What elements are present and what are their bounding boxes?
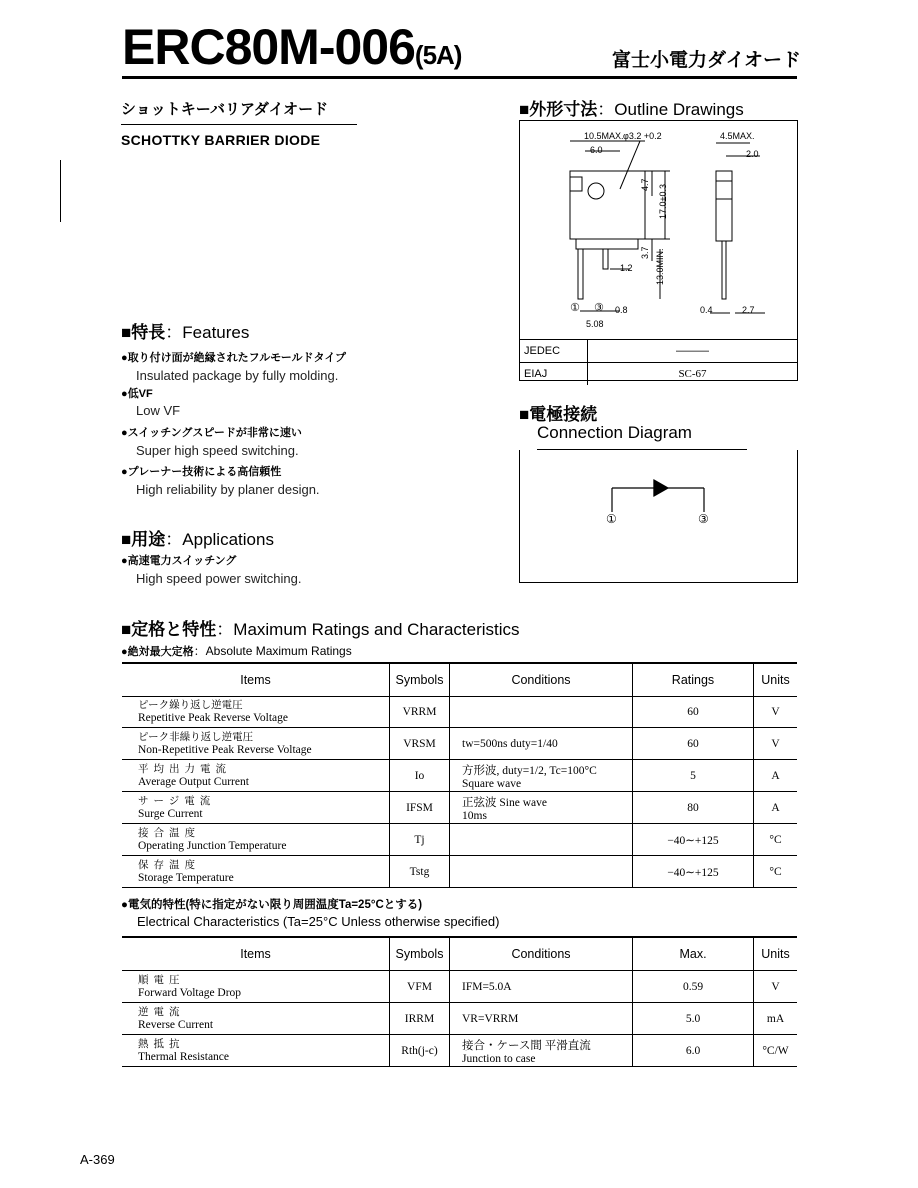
margin-mark (60, 160, 61, 222)
dim-d4: 4.5MAX. (720, 131, 755, 141)
package-label: EIAJ (520, 363, 588, 386)
conn-pin-3: ③ (698, 512, 709, 526)
symbol-cell: IFSM (390, 792, 450, 824)
table-row (122, 971, 797, 1003)
electrical-label-en: Electrical Characteristics (Ta=25°C Unless otherwise specified) (137, 914, 500, 929)
current-rating: (5A) (414, 40, 462, 70)
pin-3-label: ③ (594, 302, 604, 314)
col-header: Items (122, 663, 390, 697)
ratings-heading-jp: ■定格と特性 (121, 620, 217, 639)
ratings-heading: ■定格と特性：Maximum Ratings and Characteristics (121, 620, 520, 639)
table-row (122, 728, 797, 760)
feature-en: High reliability by planer design. (136, 482, 320, 497)
table-row (122, 1035, 797, 1067)
col-header: Ratings (633, 663, 754, 697)
part-number-title (122, 19, 462, 75)
abs-max-label: ●絶対最大定格：Absolute Maximum Ratings (121, 644, 352, 658)
device-type-en: SCHOTTKY BARRIER DIODE (121, 132, 321, 148)
page-number: A-369 (80, 1152, 115, 1167)
dim-d8: 3.7 (640, 246, 650, 259)
value-cell: −40∼+125 (633, 856, 754, 888)
value-cell: 0.59 (633, 971, 754, 1003)
symbol-cell: Rth(j-c) (390, 1035, 450, 1067)
unit-cell: A (754, 792, 798, 824)
applications-heading-en: Applications (182, 530, 274, 549)
dim-d10: 13.0MIN. (655, 248, 665, 285)
abs-max-label-en: Absolute Maximum Ratings (205, 644, 352, 658)
table-header-row (122, 663, 797, 697)
package-label: JEDEC (520, 340, 588, 363)
condition-cell (450, 856, 633, 888)
dim-d9: 1.2 (620, 263, 633, 273)
dim-d11: 0.8 (615, 305, 628, 315)
electrical-label-jp: ●電気的特性(特に指定がない限り周囲温度Ta=25°Cとする) (121, 899, 423, 911)
package-row (520, 340, 797, 363)
col-header: Conditions (450, 937, 633, 971)
outline-drawing (520, 121, 797, 341)
feature-en: Insulated package by fully molding. (136, 368, 339, 383)
condition-cell (450, 697, 633, 728)
unit-cell: V (754, 728, 798, 760)
unit-cell: °C (754, 824, 798, 856)
unit-cell: A (754, 760, 798, 792)
dim-d2: 6.0 (590, 145, 603, 155)
connection-heading-en: Connection Diagram (537, 423, 692, 442)
application-en: High speed power switching. (136, 571, 302, 586)
col-header: Conditions (450, 663, 633, 697)
outline-heading-en: Outline Drawings (614, 100, 744, 119)
table-row (122, 792, 797, 824)
features-heading-en: Features (182, 323, 250, 342)
feature-en: Super high speed switching. (136, 443, 299, 458)
electrical-table (122, 936, 797, 1067)
pin-1-label: ① (570, 302, 580, 314)
symbol-cell: VFM (390, 971, 450, 1003)
condition-cell (450, 824, 633, 856)
unit-cell: °C (754, 856, 798, 888)
unit-cell: °C/W (754, 1035, 798, 1067)
symbol-cell: VRRM (390, 697, 450, 728)
outline-drawing-box (519, 120, 798, 381)
condition-cell: tw=500ns duty=1/40 (450, 728, 633, 760)
feature-jp: ●スイッチングスピードが非常に速い (121, 427, 302, 439)
connection-box (519, 450, 798, 583)
value-cell: 5 (633, 760, 754, 792)
col-header: Symbols (390, 663, 450, 697)
value-cell: 60 (633, 697, 754, 728)
item-cell: 接合温度 Operating Junction Temperature (122, 824, 390, 856)
features-heading-jp: ■特長 (121, 323, 166, 342)
symbol-cell: VRSM (390, 728, 450, 760)
dim-d14: 2.7 (742, 305, 755, 315)
dim-d1: 10.5MAX. (584, 131, 624, 141)
title-rule (122, 76, 797, 79)
feature-en: Low VF (136, 403, 181, 418)
col-header: Units (754, 937, 798, 971)
condition-cell: IFM=5.0A (450, 971, 633, 1003)
col-header: Items (122, 937, 390, 971)
table-row (122, 697, 797, 728)
item-cell: 保存温度 Storage Temperature (122, 856, 390, 888)
outline-heading-jp: ■外形寸法 (519, 100, 598, 119)
package-row (520, 363, 797, 386)
unit-cell: mA (754, 1003, 798, 1035)
value-cell: 6.0 (633, 1035, 754, 1067)
symbol-cell: Tj (390, 824, 450, 856)
features-heading: ■特長：Features (121, 323, 250, 342)
table-row (122, 1003, 797, 1035)
col-header: Max. (633, 937, 754, 971)
condition-cell: 接合・ケース間 平滑直流 Junction to case (450, 1035, 633, 1067)
condition-cell: 正弦波 Sine wave 10ms (450, 792, 633, 824)
package-table (520, 339, 797, 385)
table-header-row (122, 937, 797, 971)
item-cell: ピーク繰り返し逆電圧 Repetitive Peak Reverse Voltage (122, 697, 390, 728)
ratings-heading-en: Maximum Ratings and Characteristics (233, 620, 520, 639)
device-type-rule (121, 124, 357, 125)
value-cell: 80 (633, 792, 754, 824)
feature-jp: ●低VF (121, 388, 153, 400)
unit-cell: V (754, 971, 798, 1003)
item-cell: 逆電流 Reverse Current (122, 1003, 390, 1035)
dim-d13: 0.4 (700, 305, 713, 315)
condition-cell: 方形波, duty=1/2, Tc=100°C Square wave (450, 760, 633, 792)
applications-heading: ■用途：Applications (121, 530, 274, 549)
dim-d7: 17.0±0.3 (658, 184, 668, 219)
condition-cell: VR=VRRM (450, 1003, 633, 1035)
item-cell: 順電圧 Forward Voltage Drop (122, 971, 390, 1003)
diode-symbol (520, 450, 797, 582)
dim-d6: 4.7 (640, 178, 650, 191)
item-cell: ピーク非繰り返し逆電圧 Non-Repetitive Peak Reverse Voltage (122, 728, 390, 760)
value-cell: 60 (633, 728, 754, 760)
symbol-cell: IRRM (390, 1003, 450, 1035)
dim-d3: φ3.2 +0.2 (623, 131, 662, 141)
feature-jp: ●プレーナー技術による高信頼性 (121, 466, 282, 478)
package-value: ——— (588, 340, 798, 363)
col-header: Symbols (390, 937, 450, 971)
abs-ratings-table (122, 662, 797, 888)
applications-heading-jp: ■用途 (121, 530, 166, 549)
application-jp: ●高速電力スイッチング (121, 555, 237, 567)
conn-pin-1: ① (606, 512, 617, 526)
item-cell: 平均出力電流 Average Output Current (122, 760, 390, 792)
connection-heading-jp: ■電極接続 (519, 405, 598, 424)
package-value: SC-67 (588, 363, 798, 386)
table-row (122, 824, 797, 856)
part-number: ERC80M-006 (122, 19, 415, 75)
value-cell: −40∼+125 (633, 824, 754, 856)
abs-max-label-jp: ●絶対最大定格 (121, 646, 194, 658)
table-row (122, 760, 797, 792)
connection-heading-jp-wrap (519, 400, 597, 425)
outline-heading: ■外形寸法：Outline Drawings (519, 100, 744, 119)
brand-jp: 富士小電力ダイオード (612, 50, 802, 71)
symbol-cell: Io (390, 760, 450, 792)
table-row (122, 856, 797, 888)
dim-d12: 5.08 (586, 319, 604, 329)
item-cell: サージ電流 Surge Current (122, 792, 390, 824)
symbol-cell: Tstg (390, 856, 450, 888)
feature-jp: ●取り付け面が絶縁されたフルモールドタイプ (121, 352, 346, 364)
dim-d5: 2.0 (746, 149, 759, 159)
device-type-jp: ショットキーバリアダイオード (121, 101, 329, 118)
unit-cell: V (754, 697, 798, 728)
col-header: Units (754, 663, 798, 697)
item-cell: 熱抵抗 Thermal Resistance (122, 1035, 390, 1067)
value-cell: 5.0 (633, 1003, 754, 1035)
